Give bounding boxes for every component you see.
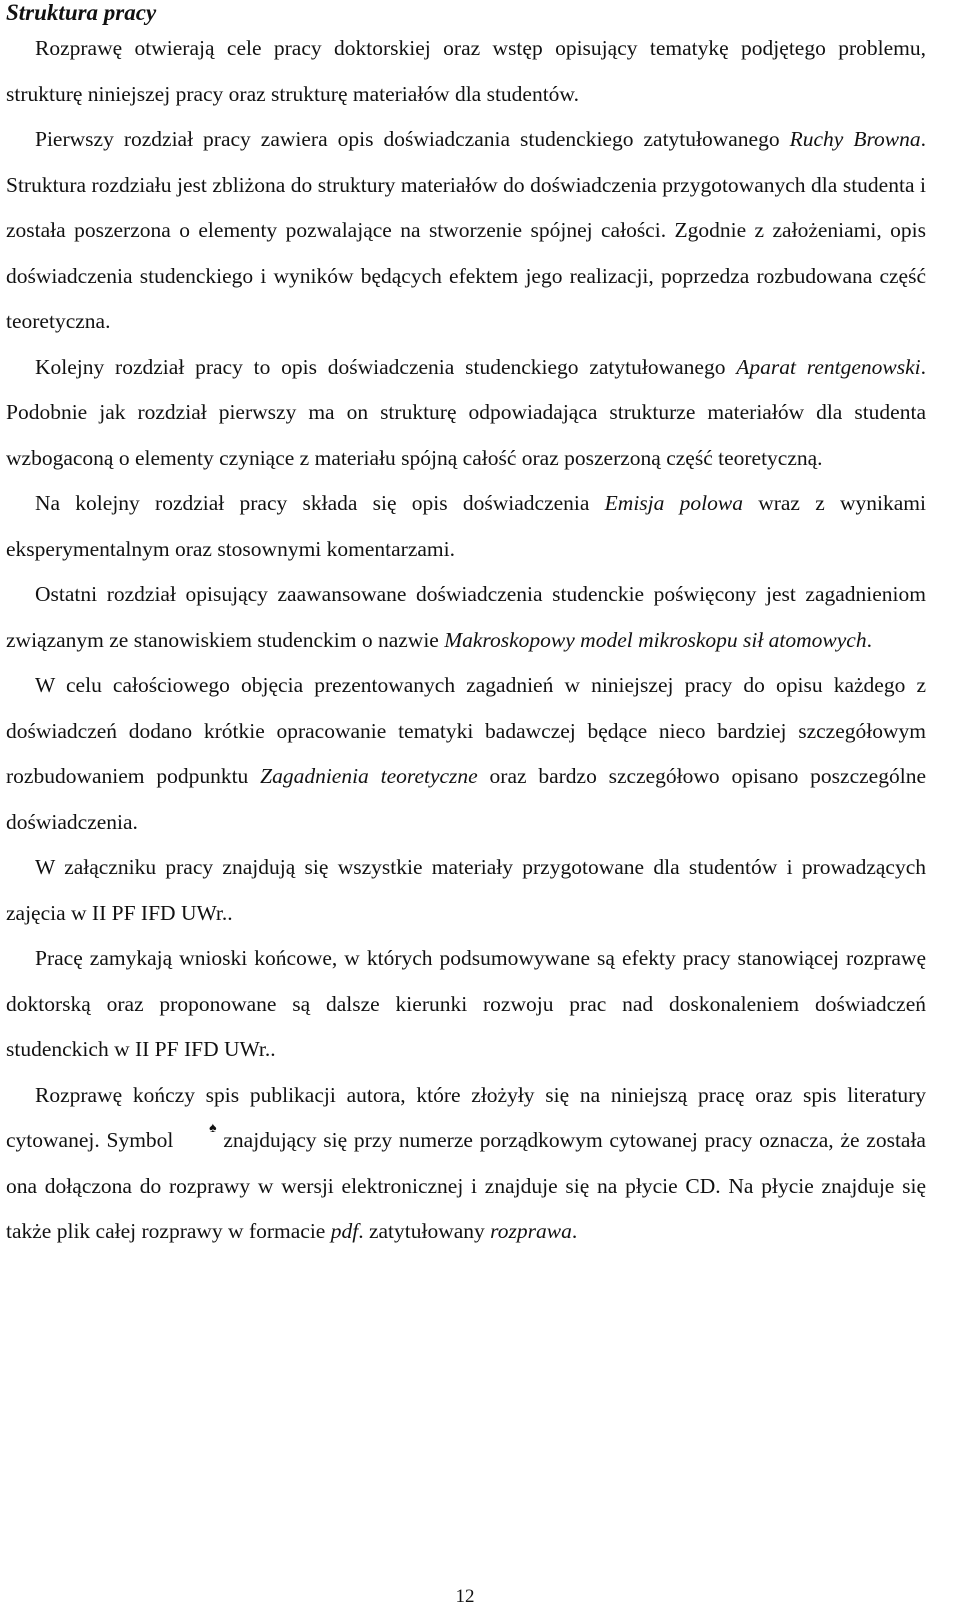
document-page [6,0,926,1255]
file-format: pdf [330,1219,359,1243]
paragraph-appendix: W załączniku pracy znajdują się wszystkie materiały przygotowane dla studentów i prowadzących zajęcia w II PF IFD UWr.. [6,855,926,925]
paragraph-text: Na kolejny rozdział pracy składa się opis doświadczenia [35,491,605,515]
paragraph-text: Kolejny rozdział pracy to opis doświadczenia studenckiego zatytułowanego [35,354,737,379]
paragraph-chapter-3 [6,481,926,572]
paragraph-chapter-4 [6,572,926,663]
section-heading: Struktura pracy [6,0,157,25]
paragraph-bibliography [6,1073,926,1255]
paragraph-text: oraz bardzo szczegółowo opisano poszczególne doświadczenia. [6,764,926,834]
paragraph-text: . [571,1219,578,1243]
paragraph-chapter-2 [6,345,926,482]
paragraph-intro: Rozprawę otwierają cele pracy doktorskiej oraz wstęp opisujący tematykę podjętego problemu, strukturę niniejszej pracy oraz strukturę materiałów dla studentów. [6,36,926,106]
subsection-title: Zagadnienia teoretyczne [260,764,478,788]
paragraph-text: . [866,627,872,652]
page-number: 12 [455,1586,475,1607]
paragraph-text: . Podobnie jak rozdział pierwszy ma on strukturę odpowiadająca strukturze materiałów dla studenta wzbogaconą o elementy czyniące z materiału spójną całość oraz poszerzoną część teoretyczną. [6,354,926,470]
chapter-title: Makroskopowy model mikroskopu sił atomowych [444,627,867,652]
chapter-title: Ruchy Browna [789,127,921,151]
paragraph-chapter-1 [6,117,926,345]
chapter-title: Emisja polowa [604,491,743,515]
file-name: rozprawa [490,1219,572,1243]
paragraph-theory [6,663,926,845]
paragraph-conclusions: Pracę zamykają wnioski końcowe, w których podsumowywane są efekty pracy stanowiącej rozprawę doktorską oraz proponowane są dalsze kierunki rozwoju prac nad doskonaleniem doświadczeń studenckich w II PF IFD UWr.. [6,946,926,1061]
chapter-title: Aparat rentgenowski [736,354,921,379]
paragraph-text: . Struktura rozdziału jest zbliżona do struktury materiałów do doświadczenia przygotowanych dla studenta i została poszerzona o elementy pozwalające na stworzenie spójnej całości. Zgodnie z założeniami, opis doświadczenia studenckiego i wyników będących efektem jego realizacji, poprzedza rozbudowana część teoretyczna. [6,127,926,333]
paragraph-text: wraz z wynikami eksperymentalnym oraz stosownymi komentarzami. [6,491,926,561]
paragraph-text: Rozprawę kończy spis publikacji autora, które złożyły się na niniejszą pracę oraz spis literatury cytowanej. Symbol [6,1082,926,1152]
spade-symbol-icon: ♠ [209,1121,217,1136]
paragraph-text: znajdujący się przy numerze porządkowym cytowanej pracy oznacza, że została ona dołączona do rozprawy w wersji elektronicznej i znajduje się na płycie CD. Na płycie znajduje się także plik całej rozprawy w formacie [6,1128,926,1243]
paragraph-text: Pierwszy rozdział pracy zawiera opis doświadczania studenckiego zatytułowanego [35,127,790,151]
paragraph-text: Ostatni rozdział opisujący zaawansowane doświadczenia studenckie poświęcony jest zagadnieniom związanym ze stanowiskiem studenckim o nazwie [6,582,926,652]
paragraph-text: . zatytułowany [358,1219,491,1243]
paragraph-text: W celu całościowego objęcia prezentowanych zagadnień w niniejszej pracy do opisu każdego z doświadczeń dodano krótkie opracowanie tematyki badawczej będące nieco bardziej szczegółowym rozbudowaniem podpunktu [6,673,926,788]
